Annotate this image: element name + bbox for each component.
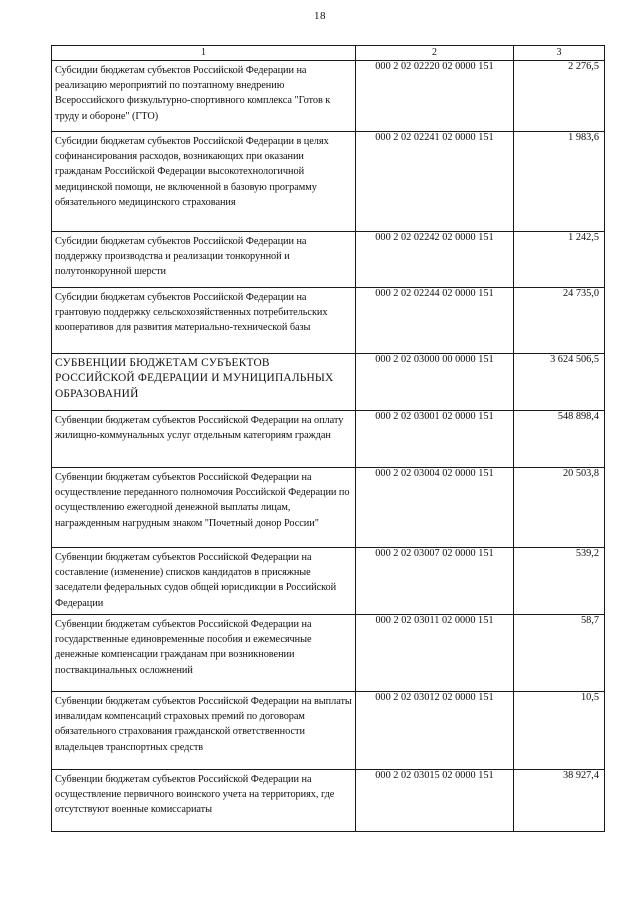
row-amount: 24 735,0: [514, 288, 605, 354]
row-amount: 1 242,5: [514, 232, 605, 288]
row-amount: 20 503,8: [514, 468, 605, 548]
table-row: [52, 288, 605, 354]
row-amount: 539,2: [514, 548, 605, 615]
row-code: 000 2 02 03001 02 0000 151: [356, 411, 514, 468]
row-code: 000 2 02 02242 02 0000 151: [356, 232, 514, 288]
table-row: [52, 548, 605, 615]
row-description: Субвенции бюджетам субъектов Российской Федерации на составление (изменение) списков кандидатов в присяжные заседатели федеральных судов общей юрисдикции в Российской Федерации: [52, 548, 356, 615]
table-row: [52, 692, 605, 770]
column-header-amount: 3: [514, 46, 605, 61]
row-amount: 1 983,6: [514, 132, 605, 232]
table-row: [52, 411, 605, 468]
row-code: 000 2 02 03000 00 0000 151: [356, 354, 514, 411]
table-row: [52, 232, 605, 288]
row-description: Субвенции бюджетам субъектов Российской Федерации на осуществление переданного полномочия Российской Федерации по осуществлению ежегодной денежной выплаты лицам, награжденным нагрудным знаком "Почетный донор России": [52, 468, 356, 548]
row-description: Субсидии бюджетам субъектов Российской Федерации на грантовую поддержку сельскохозяйственных потребительских кооперативов для развития материально-технической базы: [52, 288, 356, 354]
row-code: 000 2 02 02244 02 0000 151: [356, 288, 514, 354]
column-header-code: 2: [356, 46, 514, 61]
row-code: 000 2 02 03011 02 0000 151: [356, 615, 514, 692]
row-code: 000 2 02 03007 02 0000 151: [356, 548, 514, 615]
row-description: Субвенции бюджетам субъектов Российской Федерации на государственные единовременные пособия и ежемесячные денежные компенсации гражданам при возникновении поствакцинальных осложнений: [52, 615, 356, 692]
row-description: Субсидии бюджетам субъектов Российской Федерации на поддержку производства и реализации тонкорунной и полутонкорунной шерсти: [52, 232, 356, 288]
row-description: Субвенции бюджетам субъектов Российской Федерации на оплату жилищно-коммунальных услуг отдельным категориям граждан: [52, 411, 356, 468]
row-description: СУБВЕНЦИИ БЮДЖЕТАМ СУБЪЕКТОВ РОССИЙСКОЙ ФЕДЕРАЦИИ И МУНИЦИПАЛЬНЫХ ОБРАЗОВАНИЙ: [52, 354, 356, 411]
row-description: Субвенции бюджетам субъектов Российской Федерации на осуществление первичного воинского учета на территориях, где отсутствуют военные комиссариаты: [52, 770, 356, 832]
budget-table: [51, 45, 605, 832]
row-code: 000 2 02 03004 02 0000 151: [356, 468, 514, 548]
row-description: Субвенции бюджетам субъектов Российской Федерации на выплаты инвалидам компенсаций страховых премий по договорам обязательного страхования гражданской ответственности владельцев транспортных средств: [52, 692, 356, 770]
row-amount: 38 927,4: [514, 770, 605, 832]
table-row: [52, 468, 605, 548]
row-amount: 58,7: [514, 615, 605, 692]
table-header-row: [52, 46, 605, 61]
column-header-description: 1: [52, 46, 356, 61]
table-row: [52, 132, 605, 232]
row-description: Субсидии бюджетам субъектов Российской Федерации в целях софинансирования расходов, возникающих при оказании гражданам Российской Федерации высокотехнологичной медицинской помощи, не включенной в базовую программу обязательного медицинского страхования: [52, 132, 356, 232]
row-code: 000 2 02 02220 02 0000 151: [356, 61, 514, 132]
row-amount: 10,5: [514, 692, 605, 770]
table-row: [52, 354, 605, 411]
row-code: 000 2 02 02241 02 0000 151: [356, 132, 514, 232]
row-code: 000 2 02 03015 02 0000 151: [356, 770, 514, 832]
row-description: Субсидии бюджетам субъектов Российской Федерации на реализацию мероприятий по поэтапному внедрению Всероссийского физкультурно-спортивного комплекса "Готов к труду и обороне" (ГТО): [52, 61, 356, 132]
row-code: 000 2 02 03012 02 0000 151: [356, 692, 514, 770]
row-amount: 2 276,5: [514, 61, 605, 132]
row-amount: 3 624 506,5: [514, 354, 605, 411]
row-amount: 548 898,4: [514, 411, 605, 468]
table-row: [52, 615, 605, 692]
table-row: [52, 61, 605, 132]
table-row: [52, 770, 605, 832]
page-number: 18: [314, 10, 326, 22]
